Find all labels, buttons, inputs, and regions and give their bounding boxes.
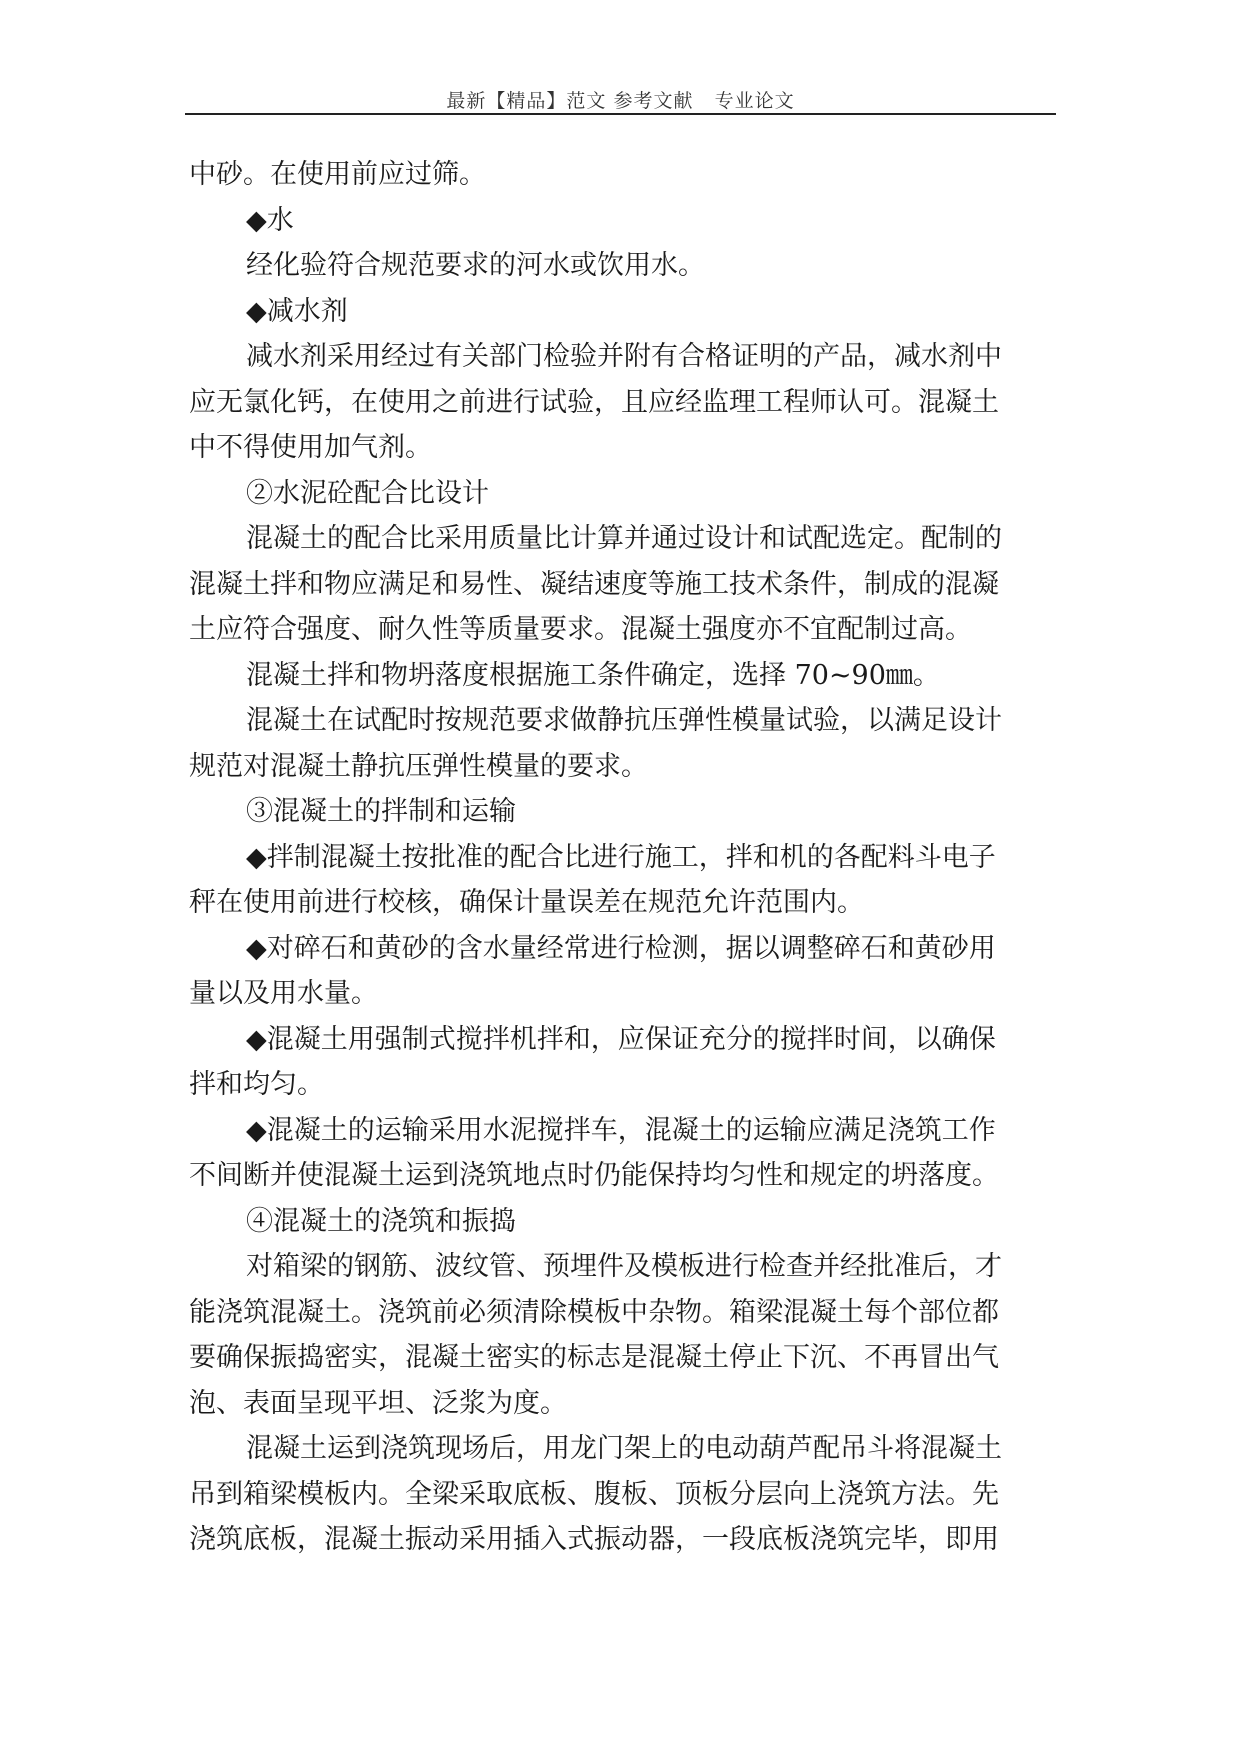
text-line: ②水泥砼配合比设计 [246, 477, 489, 509]
text-line: 泡、表面呈现平坦、泛浆为度。 [189, 1387, 567, 1419]
text-line: ◆混凝土用强制式搅拌机拌和，应保证充分的搅拌时间，以确保 [246, 1023, 996, 1055]
page-header: 最新【精品】范文 参考文献 专业论文 [446, 90, 795, 112]
text-line: 应无氯化钙，在使用之前进行试验，且应经监理工程师认可。混凝土 [189, 386, 999, 418]
header-rule [185, 113, 1056, 115]
text-line: 中不得使用加气剂。 [189, 432, 432, 463]
text-line: ④混凝土的浇筑和振捣 [246, 1205, 516, 1237]
text-line: ◆减水剂 [246, 295, 348, 327]
text-line: ◆对碎石和黄砂的含水量经常进行检测，据以调整碎石和黄砂用 [246, 932, 996, 964]
text-line: ◆水 [246, 204, 294, 236]
text-line: 秤在使用前进行校核，确保计量误差在规范允许范围内。 [189, 887, 864, 918]
text-line: 规范对混凝土静抗压弹性模量的要求。 [189, 750, 648, 782]
text-line: ◆混凝土的运输采用水泥搅拌车，混凝土的运输应满足浇筑工作 [246, 1114, 996, 1146]
text-line: ③混凝土的拌制和运输 [246, 796, 516, 827]
text-line: 浇筑底板，混凝土振动采用插入式振动器，一段底板浇筑完毕，即用 [189, 1524, 999, 1555]
text-line: 混凝土拌和物应满足和易性、凝结速度等施工技术条件，制成的混凝 [189, 568, 999, 600]
text-line: ◆拌制混凝土按批准的配合比进行施工，拌和机的各配料斗电子 [246, 841, 996, 873]
text-line: 对箱梁的钢筋、波纹管、预埋件及模板进行检查并经批准后，才 [246, 1251, 1002, 1282]
text-line: 吊到箱梁模板内。全梁采取底板、腹板、顶板分层向上浇筑方法。先 [189, 1478, 999, 1510]
text-line: 土应符合强度、耐久性等质量要求。混凝土强度亦不宜配制过高。 [189, 614, 972, 645]
text-line: 混凝土拌和物坍落度根据施工条件确定，选择 70~90㎜。 [246, 659, 940, 691]
text-line: 减水剂采用经过有关部门检验并附有合格证明的产品，减水剂中 [246, 341, 1002, 372]
text-line: 混凝土在试配时按规范要求做静抗压弹性模量试验，以满足设计 [246, 705, 1002, 736]
text-line: 不间断并使混凝土运到浇筑地点时仍能保持均匀性和规定的坍落度。 [189, 1160, 999, 1191]
text-line: 经化验符合规范要求的河水或饮用水。 [246, 250, 705, 281]
text-line: 混凝土运到浇筑现场后，用龙门架上的电动葫芦配吊斗将混凝土 [246, 1433, 1002, 1464]
text-line: 要确保振捣密实，混凝土密实的标志是混凝土停止下沉、不再冒出气 [189, 1342, 999, 1373]
text-line: 拌和均匀。 [189, 1069, 324, 1100]
text-line: 中砂。在使用前应过筛。 [189, 159, 486, 190]
text-line: 混凝土的配合比采用质量比计算并通过设计和试配选定。配制的 [246, 523, 1002, 554]
text-line: 能浇筑混凝土。浇筑前必须清除模板中杂物。箱梁混凝土每个部位都 [189, 1296, 999, 1328]
text-line: 量以及用水量。 [189, 978, 378, 1009]
document-body [189, 152, 1055, 1563]
